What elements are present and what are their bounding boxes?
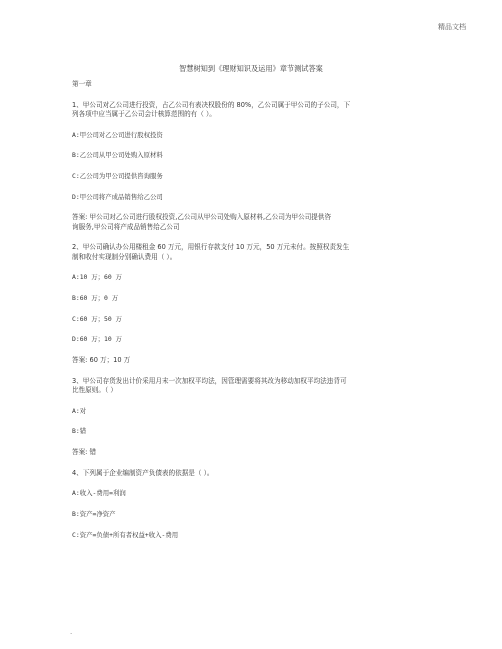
question-2-option-a: A:10 万；60 万 [72,273,122,282]
document-body [72,80,438,540]
page-title: 智慧树知到《理财知识及运用》章节测试答案 [179,64,323,73]
question-1-option-d: D:甲公司将产成品销售给乙公司 [72,192,163,201]
question-3-option-a: A:对 [72,406,87,415]
question-1-stem-line-1: 1、甲公司对乙公司进行投资，占乙公司有表决权股份的 80%，乙公司属于甲公司的子公司，下 [72,100,351,109]
question-1-option-a: A:甲公司对乙公司进行股权投资 [72,130,163,139]
question-1-option-c: C:乙公司为甲公司提供咨询服务 [72,172,163,181]
question-2-option-d: D:60 万；10 万 [72,335,122,344]
question-2-option-b: B:60 万；0 万 [72,293,119,302]
question-2-option-c: C:60 万；50 万 [72,314,122,323]
question-3-stem-line-2: 比性原则。（ ） [72,385,117,394]
chapter-heading: 第一章 [72,80,92,88]
question-3-stem-line-1: 3、甲公司存货发出计价采用月末一次加权平均法，因管理需要将其改为移动加权平均法违背可 [72,376,347,385]
question-2-stem-line-1: 2、甲公司确认办公用楼租金 60 万元，用银行存款支付 10 万元，50 万元未付。按照权责发生 [72,243,350,252]
question-2-stem-line-2: 制和收付实现制分别确认费用（ ）。 [72,252,177,261]
question-1-option-b: B:乙公司从甲公司处购入原材料 [72,151,163,160]
question-4-stem: 4、下列属于企业编制资产负债表的依据是（ ）。 [72,468,214,477]
footer-dot: . [70,628,73,636]
question-4-option-a: A:收入-费用=利润 [72,489,126,498]
question-1-answer-line-1: 答案: 甲公司对乙公司进行股权投资,乙公司从甲公司处购入原材料,乙公司为甲公司提供咨 [72,213,332,222]
question-3-option-b: B:错 [72,427,87,436]
question-3-answer: 答案: 错 [72,448,97,457]
question-4-option-b: B:资产=净资产 [72,510,116,519]
question-2-answer: 答案: 60 万；10 万 [72,356,131,365]
question-1-stem-line-2: 列各项中应当属于乙公司会计核算范围的有（ ）。 [72,109,216,118]
question-4-option-c: C:资产=负债+所有者权益+收入-费用 [72,530,179,539]
question-1-answer-line-2: 询服务,甲公司将产成品销售给乙公司 [72,222,180,231]
header-tag: 精品文档 [438,23,466,31]
